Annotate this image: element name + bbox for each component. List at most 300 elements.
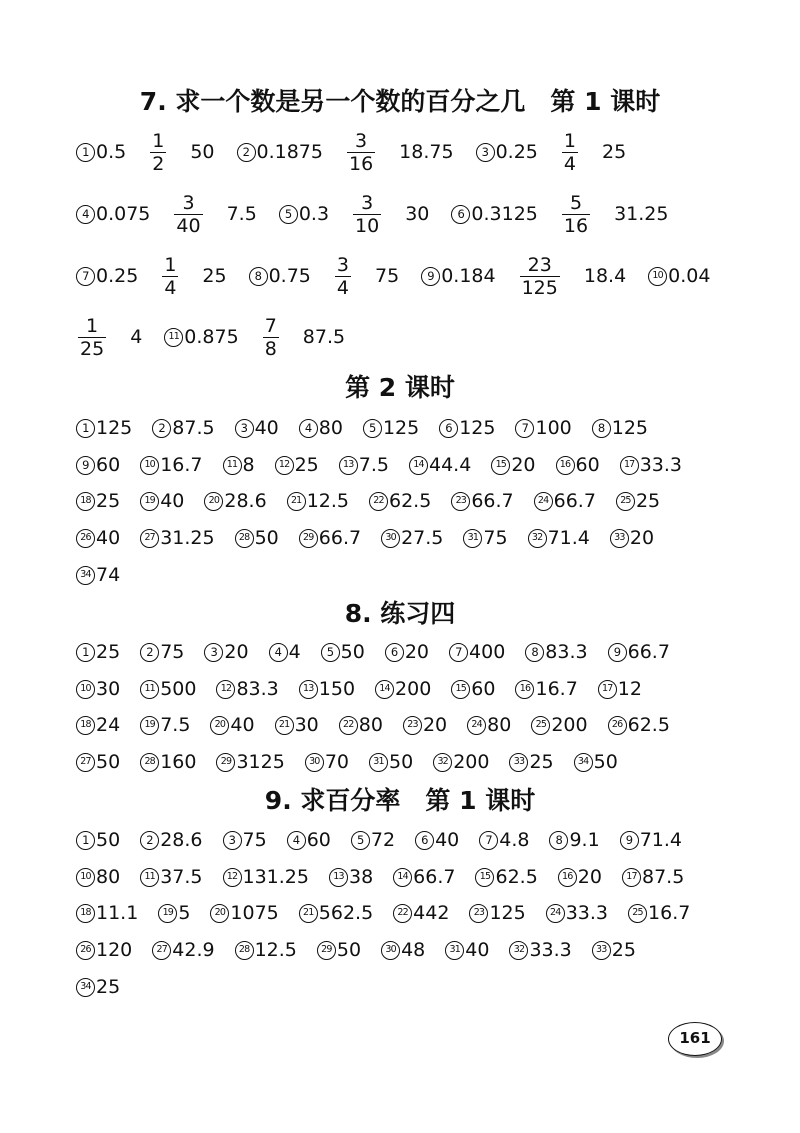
question-number: 15 xyxy=(491,456,510,475)
lesson-2-row-5 xyxy=(76,557,776,593)
answer-item xyxy=(534,490,596,512)
answer-value: 40 xyxy=(465,939,490,961)
answer-value: 50 xyxy=(96,829,121,851)
answer-value: 62.5 xyxy=(495,866,538,888)
question-number: 9 xyxy=(608,643,627,662)
answer-item xyxy=(76,902,138,924)
question-number: 27 xyxy=(76,753,95,772)
answer-value: 0.075 xyxy=(96,203,151,225)
question-number: 19 xyxy=(140,716,159,735)
answer-value: 20 xyxy=(224,641,249,663)
answer-value: 87.5 xyxy=(641,866,685,888)
answer-value: 60 xyxy=(306,829,331,851)
answer-value: 200 xyxy=(453,751,490,773)
answer-item xyxy=(409,454,471,476)
answer-item xyxy=(216,751,284,773)
question-number: 12 xyxy=(216,680,235,699)
question-number: 4 xyxy=(76,205,95,224)
answer-item xyxy=(321,641,365,663)
answer-value: 48 xyxy=(401,939,426,961)
question-number: 33 xyxy=(610,529,629,548)
answer-item xyxy=(237,141,323,163)
section-9-title: 9. 求百分率 第 1 课时 xyxy=(264,786,536,815)
question-number: 6 xyxy=(439,419,458,438)
answer-item xyxy=(345,130,377,175)
answer-item xyxy=(76,490,120,512)
question-number: 18 xyxy=(76,716,95,735)
answer-item xyxy=(299,527,361,549)
answer-item xyxy=(76,564,120,586)
lesson-2-title: 第 2 课时 xyxy=(345,373,455,402)
answer-item xyxy=(479,829,529,851)
question-number: 17 xyxy=(622,868,641,887)
question-number: 10 xyxy=(140,456,159,475)
answer-value: 87.5 xyxy=(172,417,215,439)
answer-value: 0.3125 xyxy=(471,203,538,225)
answer-value: 200 xyxy=(395,678,432,700)
answer-item xyxy=(433,751,489,773)
section-8-row-1 xyxy=(76,634,776,670)
answer-value: 200 xyxy=(551,714,588,736)
answer-item xyxy=(76,454,120,476)
answer-item xyxy=(140,751,196,773)
answer-value: 125 xyxy=(459,417,496,439)
question-number: 11 xyxy=(140,680,159,699)
answer-value: 28.6 xyxy=(224,490,267,512)
answer-value: 562.5 xyxy=(318,902,374,924)
answer-item xyxy=(451,490,513,512)
answer-item xyxy=(329,866,373,888)
answer-item xyxy=(269,641,301,663)
answer-item xyxy=(140,714,190,736)
question-number: 29 xyxy=(317,941,336,960)
answer-item xyxy=(279,203,329,225)
question-number: 1 xyxy=(76,643,95,662)
answer-value: 74 xyxy=(96,564,121,586)
answer-item xyxy=(210,714,254,736)
section-7-row-4 xyxy=(76,307,776,367)
answer-item xyxy=(76,527,120,549)
answer-value: 40 xyxy=(160,490,185,512)
answer-value: 25 xyxy=(294,454,319,476)
answer-value: 37.5 xyxy=(160,866,203,888)
answer-item xyxy=(204,490,266,512)
question-number: 13 xyxy=(299,680,318,699)
answer-value: 60 xyxy=(96,454,121,476)
question-number: 22 xyxy=(339,716,358,735)
fraction: $\frac{3}{16}$ xyxy=(348,129,374,175)
answer-value: 500 xyxy=(160,678,197,700)
answer-value: 75 xyxy=(242,829,267,851)
answer-item xyxy=(381,939,425,961)
question-number: 5 xyxy=(351,831,370,850)
answer-item xyxy=(421,265,495,287)
answer-value: 1075 xyxy=(230,902,279,924)
question-number: 4 xyxy=(269,643,288,662)
answer-value: 25 xyxy=(96,490,121,512)
answer-item xyxy=(463,527,507,549)
answer-value: 16.7 xyxy=(535,678,578,700)
answer-value: 7.5 xyxy=(160,714,191,736)
answer-item xyxy=(531,714,587,736)
answer-value: 4 xyxy=(288,641,301,663)
answer-value: 44.4 xyxy=(429,454,472,476)
answer-item xyxy=(385,641,429,663)
answer-item xyxy=(76,141,126,163)
answer-value: 160 xyxy=(160,751,197,773)
answer-item: 87.5 xyxy=(302,326,346,348)
answer-value: 71.4 xyxy=(639,829,682,851)
question-number: 25 xyxy=(628,904,647,923)
answer-item xyxy=(158,902,190,924)
question-number: 1 xyxy=(76,831,95,850)
answer-item xyxy=(223,829,267,851)
question-number: 23 xyxy=(403,716,422,735)
answer-item xyxy=(249,265,311,287)
answer-item xyxy=(287,490,349,512)
question-number: 26 xyxy=(76,941,95,960)
section-7-row-3 xyxy=(76,246,776,306)
answer-value: 50 xyxy=(389,751,414,773)
question-number: 27 xyxy=(152,941,171,960)
answer-value: 62.5 xyxy=(389,490,432,512)
answer-item xyxy=(275,454,319,476)
answer-item: 25 xyxy=(601,141,627,163)
answer-item xyxy=(76,641,120,663)
answer-item xyxy=(439,417,495,439)
answer-item xyxy=(339,454,389,476)
answer-item xyxy=(339,714,383,736)
question-number: 12 xyxy=(275,456,294,475)
question-number: 2 xyxy=(140,831,159,850)
question-number: 33 xyxy=(509,753,528,772)
answer-value: 125 xyxy=(382,417,420,439)
answer-value: 0.04 xyxy=(668,265,711,287)
answer-value: 80 xyxy=(96,866,121,888)
answer-item xyxy=(140,527,214,549)
answer-item xyxy=(393,902,449,924)
answer-item xyxy=(598,678,642,700)
answer-value: 131.25 xyxy=(242,866,309,888)
answer-item xyxy=(140,454,202,476)
answer-item: 25 xyxy=(202,265,227,287)
question-number: 30 xyxy=(381,941,400,960)
answer-value: 83.3 xyxy=(545,641,588,663)
lesson-2-row-3 xyxy=(76,483,776,519)
answer-value: 70 xyxy=(324,751,349,773)
answer-item xyxy=(574,751,618,773)
answer-item xyxy=(592,939,636,961)
question-number: 18 xyxy=(76,904,95,923)
answer-value: 30 xyxy=(96,678,121,700)
question-number: 1 xyxy=(76,419,95,438)
answer-value: 20 xyxy=(629,527,655,549)
fraction: $\frac{23}{125}$ xyxy=(521,253,558,299)
answer-item xyxy=(299,417,343,439)
question-number: 11 xyxy=(223,456,242,475)
question-number: 7 xyxy=(479,831,498,850)
section-8-row-2 xyxy=(76,671,776,707)
answer-value: 31.25 xyxy=(160,527,215,549)
answer-item xyxy=(403,714,447,736)
section-9-row-2 xyxy=(76,859,776,895)
question-number: 23 xyxy=(451,492,470,511)
question-number: 23 xyxy=(469,904,488,923)
answer-item xyxy=(305,751,349,773)
answer-item: 18.4 xyxy=(583,265,627,287)
answer-value: 150 xyxy=(318,678,356,700)
answer-value: 33.3 xyxy=(529,939,572,961)
answer-value: 50 xyxy=(254,527,279,549)
answer-value: 20 xyxy=(422,714,448,736)
answer-item xyxy=(620,454,682,476)
answer-value: 25 xyxy=(96,976,121,998)
answer-item xyxy=(223,866,309,888)
answer-value: 20 xyxy=(577,866,602,888)
question-number: 5 xyxy=(279,205,298,224)
answer-item xyxy=(261,315,281,360)
question-number: 34 xyxy=(574,753,593,772)
question-number: 14 xyxy=(393,868,412,887)
answer-item xyxy=(491,454,535,476)
question-number: 14 xyxy=(409,456,428,475)
question-number: 22 xyxy=(393,904,412,923)
answer-item xyxy=(648,265,710,287)
answer-item xyxy=(275,714,319,736)
answer-value: 66.7 xyxy=(413,866,456,888)
answer-item xyxy=(616,490,660,512)
question-number: 31 xyxy=(369,753,388,772)
answer-item xyxy=(558,866,602,888)
answer-item xyxy=(299,678,355,700)
question-number: 11 xyxy=(140,868,159,887)
answer-item xyxy=(204,641,248,663)
fraction: $\frac{1}{4}$ xyxy=(563,129,576,175)
answer-item: 30 xyxy=(405,203,430,225)
section-9-row-4 xyxy=(76,932,776,968)
question-number: 7 xyxy=(449,643,468,662)
answer-value: 28.6 xyxy=(160,829,203,851)
answer-item xyxy=(76,976,120,998)
question-number: 24 xyxy=(467,716,486,735)
question-number: 21 xyxy=(299,904,318,923)
answer-value: 25 xyxy=(611,939,636,961)
answer-value: 80 xyxy=(318,417,343,439)
answer-value: 0.1875 xyxy=(256,141,323,163)
answer-value: 0.25 xyxy=(96,265,139,287)
answer-item xyxy=(333,254,353,299)
answer-value: 42.9 xyxy=(172,939,215,961)
page-number: 161 xyxy=(668,1022,722,1056)
question-number: 21 xyxy=(275,716,294,735)
question-number: 6 xyxy=(451,205,470,224)
section-9-row-1 xyxy=(76,822,776,858)
answer-value: 50 xyxy=(593,751,618,773)
question-number: 28 xyxy=(235,529,254,548)
answer-item xyxy=(369,751,413,773)
question-number: 1 xyxy=(76,143,95,162)
question-number: 6 xyxy=(385,643,404,662)
answer-item xyxy=(76,751,120,773)
answer-item xyxy=(76,315,108,360)
answer-item xyxy=(299,902,373,924)
question-number: 4 xyxy=(299,419,318,438)
question-number: 9 xyxy=(421,267,440,286)
answer-value: 7.5 xyxy=(358,454,389,476)
answer-value: 50 xyxy=(340,641,365,663)
question-number: 15 xyxy=(475,868,494,887)
answer-item xyxy=(608,714,670,736)
section-9-row-5 xyxy=(76,969,776,1005)
question-number: 9 xyxy=(620,831,639,850)
answer-value: 60 xyxy=(575,454,600,476)
question-number: 14 xyxy=(375,680,394,699)
answer-value: 16.7 xyxy=(160,454,203,476)
answer-value: 25 xyxy=(635,490,661,512)
question-number: 33 xyxy=(592,941,611,960)
answer-value: 3125 xyxy=(236,751,285,773)
answer-value: 71.4 xyxy=(547,527,590,549)
section-7-row-2 xyxy=(76,184,776,244)
answer-value: 12.5 xyxy=(254,939,297,961)
answer-item xyxy=(560,130,580,175)
answer-item xyxy=(235,939,297,961)
question-number: 32 xyxy=(528,529,547,548)
answer-item xyxy=(76,265,138,287)
question-number: 16 xyxy=(515,680,534,699)
question-number: 17 xyxy=(620,456,639,475)
answer-item xyxy=(140,490,184,512)
answer-value: 33.3 xyxy=(565,902,609,924)
section-7-title: 7. 求一个数是另一个数的百分之几 第 1 课时 xyxy=(139,87,661,116)
answer-item xyxy=(76,939,132,961)
question-number: 24 xyxy=(546,904,565,923)
answer-item xyxy=(467,714,511,736)
answer-value: 40 xyxy=(230,714,255,736)
answer-value: 0.184 xyxy=(441,265,496,287)
answer-item xyxy=(148,130,168,175)
answer-value: 5 xyxy=(178,902,191,924)
question-number: 22 xyxy=(369,492,388,511)
answer-item xyxy=(476,141,538,163)
answer-item xyxy=(415,829,459,851)
answer-item xyxy=(393,866,455,888)
answer-item: 7.5 xyxy=(226,203,257,225)
answer-item xyxy=(235,527,279,549)
answer-value: 66.7 xyxy=(627,641,670,663)
answer-item xyxy=(140,829,202,851)
answer-value: 33.3 xyxy=(639,454,682,476)
question-number: 13 xyxy=(329,868,348,887)
answer-item xyxy=(287,829,331,851)
question-number: 29 xyxy=(216,753,235,772)
answer-value: 9.1 xyxy=(569,829,600,851)
answer-value: 0.75 xyxy=(268,265,311,287)
answer-item xyxy=(164,326,238,348)
answer-item xyxy=(628,902,690,924)
question-number: 20 xyxy=(210,904,229,923)
answer-value: 120 xyxy=(96,939,133,961)
question-number: 24 xyxy=(534,492,553,511)
answer-item xyxy=(451,203,537,225)
answer-value: 30 xyxy=(294,714,319,736)
answer-value: 66.7 xyxy=(553,490,596,512)
question-number: 3 xyxy=(204,643,223,662)
answer-value: 24 xyxy=(96,714,121,736)
section-9-row-3 xyxy=(76,895,776,931)
answer-item xyxy=(216,678,278,700)
answer-item xyxy=(549,829,599,851)
answer-item xyxy=(469,902,525,924)
question-number: 13 xyxy=(339,456,358,475)
answer-item xyxy=(210,902,278,924)
lesson-2-row-1 xyxy=(76,410,776,446)
fraction: $\frac{3}{4}$ xyxy=(336,253,349,299)
answer-item xyxy=(560,192,592,237)
answer-value: 27.5 xyxy=(401,527,444,549)
answer-item: 75 xyxy=(375,265,400,287)
answer-item xyxy=(76,417,132,439)
answer-item xyxy=(160,254,180,299)
answer-value: 38 xyxy=(348,866,374,888)
question-number: 2 xyxy=(237,143,256,162)
fraction: $\frac{3}{10}$ xyxy=(355,191,380,237)
answer-item xyxy=(152,417,214,439)
answer-value: 4.8 xyxy=(499,829,530,851)
question-number: 10 xyxy=(76,680,95,699)
fraction: $\frac{7}{8}$ xyxy=(264,314,277,360)
answer-item xyxy=(351,192,383,237)
lesson-2-row-4 xyxy=(76,520,776,556)
section-8-row-4 xyxy=(76,744,776,780)
question-number: 10 xyxy=(76,868,95,887)
answer-item xyxy=(592,417,648,439)
answer-item xyxy=(449,641,505,663)
fraction: $\frac{5}{16}$ xyxy=(563,191,589,237)
answer-item xyxy=(620,829,682,851)
question-number: 8 xyxy=(549,831,568,850)
answer-item xyxy=(140,866,202,888)
question-number: 34 xyxy=(76,566,95,585)
question-number: 7 xyxy=(76,267,95,286)
question-number: 32 xyxy=(433,753,452,772)
question-number: 18 xyxy=(76,492,95,511)
answer-item xyxy=(235,417,279,439)
answer-value: 12.5 xyxy=(306,490,349,512)
answer-item xyxy=(509,939,571,961)
section-8-row-3 xyxy=(76,707,776,743)
answer-item xyxy=(76,203,150,225)
question-number: 30 xyxy=(381,529,400,548)
answer-item xyxy=(351,829,395,851)
answer-item xyxy=(363,417,419,439)
answer-item: 18.75 xyxy=(399,141,454,163)
answer-item: 50 xyxy=(190,141,215,163)
answer-value: 40 xyxy=(435,829,460,851)
answer-item xyxy=(152,939,214,961)
question-number: 27 xyxy=(140,529,159,548)
answer-item xyxy=(509,751,553,773)
answer-item xyxy=(515,417,571,439)
question-number: 16 xyxy=(558,868,577,887)
question-number: 7 xyxy=(515,419,534,438)
question-number: 8 xyxy=(249,267,268,286)
answer-value: 80 xyxy=(358,714,383,736)
question-number: 15 xyxy=(451,680,470,699)
question-number: 5 xyxy=(363,419,382,438)
answer-item xyxy=(369,490,431,512)
answer-item xyxy=(546,902,608,924)
